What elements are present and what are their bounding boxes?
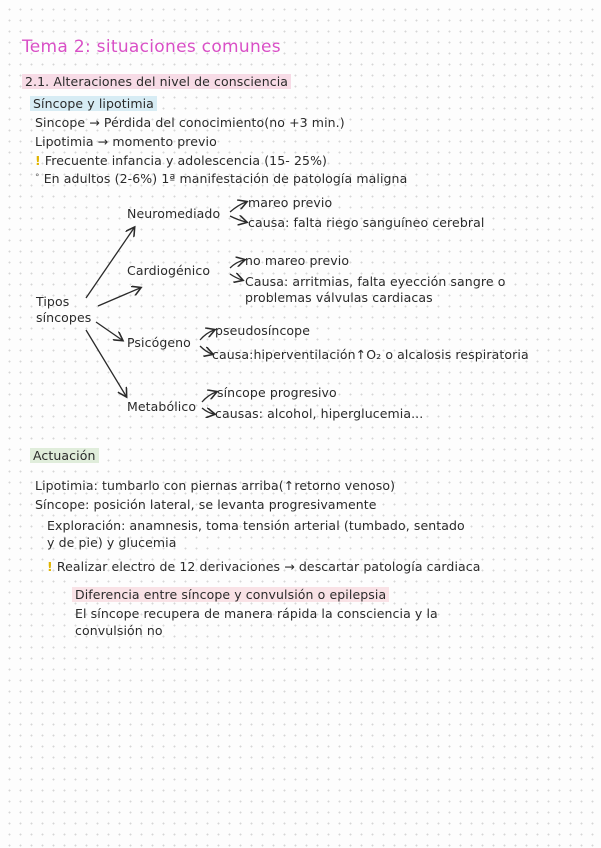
cardiogenico-detail-1: no mareo previo: [245, 253, 350, 268]
degree-bullet-icon: °: [35, 173, 40, 183]
arrow-cardio-1: [230, 260, 244, 268]
cardiogenico-detail-2: Causa: arritmias, falta eyección sangre o: [245, 274, 506, 289]
lightbulb-icon: !: [47, 559, 53, 574]
metabolico-detail-2: causas: alcohol, hiperglucemia...: [215, 406, 424, 421]
arrow-to-psicogeno: [96, 322, 122, 340]
actuacion-exploracion-1: Exploración: anamnesis, toma tensión arterial (tumbado, sentado: [47, 518, 465, 533]
section-heading-text: 2.1. Alteraciones del nivel de consciencia: [22, 74, 291, 89]
actuacion-electro: [47, 559, 481, 574]
type-metabolico: Metabólico: [127, 399, 197, 414]
actuacion-electro-text: Realizar electro de 12 derivaciones → descartar patología cardiaca: [56, 559, 481, 574]
lightbulb-icon: !: [35, 153, 41, 168]
actuacion-heading-text: Actuación: [30, 448, 99, 463]
diferencia-line-1: El síncope recupera de manera rápida la consciencia y la: [75, 606, 438, 621]
neuromediado-detail-2: causa: falta riego sanguíneo cerebral: [248, 215, 485, 230]
metabolico-detail-1: síncope progresivo: [217, 385, 337, 400]
arrow-psico-1: [200, 330, 214, 340]
actuacion-heading: [30, 448, 99, 463]
arrow-cardio-2: [230, 274, 242, 280]
page-title: Tema 2: situaciones comunes: [22, 37, 281, 57]
type-cardiogenico: Cardiogénico: [127, 263, 211, 278]
arrow-meta-1: [202, 392, 216, 402]
adultos-text: En adultos (2-6%) 1ª manifestación de patología maligna: [43, 171, 408, 186]
diferencia-line-2: convulsión no: [75, 623, 163, 638]
lipotimia-definition: Lipotimia → momento previo: [35, 134, 217, 149]
arrow-neuro-1: [230, 202, 246, 212]
sincope-definition: Sincope → Pérdida del conocimiento(no +3 min.): [35, 115, 345, 130]
neuromediado-detail-1: mareo previo: [248, 195, 333, 210]
diagram-root-line1: Tipos: [36, 294, 70, 309]
diferencia-heading-text: Diferencia entre síncope y convulsión o epilepsia: [72, 587, 389, 602]
actuacion-sincope: Síncope: posición lateral, se levanta progresivamente: [35, 497, 377, 512]
frecuencia-text: Frecuente infancia y adolescencia (15- 25%): [44, 153, 328, 168]
arrow-to-metabolico: [86, 330, 126, 396]
arrow-meta-2: [202, 408, 214, 414]
type-neuromediado: Neuromediado: [127, 206, 221, 221]
actuacion-exploracion-2: y de pie) y glucemia: [47, 535, 177, 550]
type-psicogeno: Psicógeno: [127, 335, 191, 350]
arrow-neuro-2: [230, 216, 246, 222]
arrow-to-cardiogenico: [98, 288, 140, 306]
psicogeno-detail-1: pseudosíncope: [215, 323, 310, 338]
actuacion-lipotimia: Lipotimia: tumbarlo con piernas arriba(↑retorno venoso): [35, 478, 396, 493]
cardiogenico-detail-3: problemas válvulas cardiacas: [245, 290, 433, 305]
diagram-root-line2: síncopes: [36, 310, 92, 325]
sincope-heading-text: Síncope y lipotimia: [30, 96, 157, 111]
psicogeno-detail-2: causa:hiperventilación↑O₂ o alcalosis respiratoria: [212, 347, 529, 362]
arrow-psico-2: [200, 346, 212, 354]
diferencia-heading: [72, 587, 389, 602]
